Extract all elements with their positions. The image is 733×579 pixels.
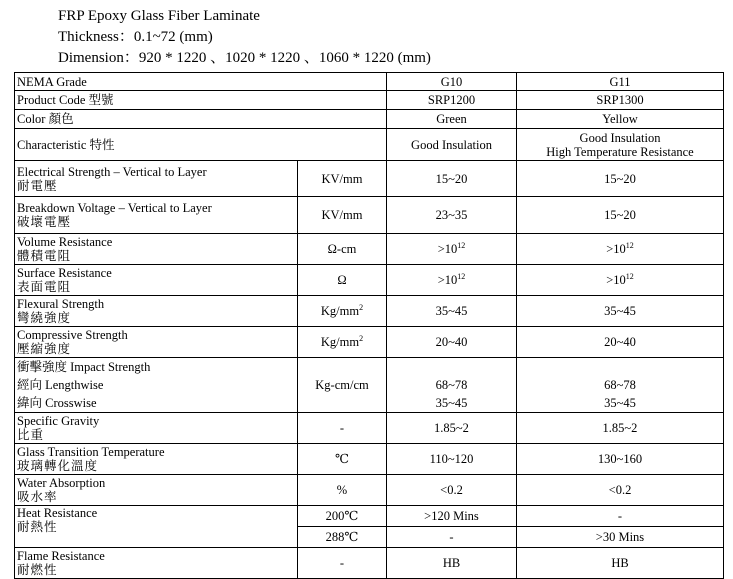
table-row xyxy=(15,234,724,265)
value-g11 xyxy=(517,358,724,413)
property-label xyxy=(15,475,298,506)
property-zh: 彎繞強度 xyxy=(17,311,72,325)
grade-label: NEMA Grade xyxy=(15,73,387,91)
property-en: Glass Transition Temperature xyxy=(17,445,165,459)
table-row xyxy=(15,197,724,234)
property-label xyxy=(15,327,298,358)
value-g11: $>10^{12}$ xyxy=(517,234,724,265)
value-g11: <0.2 xyxy=(517,475,724,506)
spec-table xyxy=(14,72,724,579)
unit-cell: $Kg/mm^2$ xyxy=(298,327,387,358)
property-label xyxy=(15,444,298,475)
table-row xyxy=(15,296,724,327)
code-g10: SRP1200 xyxy=(387,91,517,110)
property-label xyxy=(15,234,298,265)
table-row xyxy=(15,475,724,506)
property-zh: 比重 xyxy=(17,428,45,442)
value-g10 xyxy=(387,358,517,413)
property-zh: 吸水率 xyxy=(17,490,58,504)
value-g10: $>10^{12}$ xyxy=(387,234,517,265)
unit-cell: 200℃ xyxy=(298,506,387,527)
property-zh: 耐熱性 xyxy=(17,520,58,534)
table-row xyxy=(15,548,724,579)
dimension-spec: Dimension：920 * 1220 、1020 * 1220 、1060 * 1220 (mm) xyxy=(58,50,431,66)
table-row xyxy=(15,91,724,110)
value-g11: 130~160 xyxy=(517,444,724,475)
value-g10: <0.2 xyxy=(387,475,517,506)
table-row xyxy=(15,110,724,129)
thickness-spec: Thickness：0.1~72 (mm) xyxy=(58,29,213,45)
property-zh: 耐燃性 xyxy=(17,563,58,577)
characteristic-g11-line2: High Temperature Resistance xyxy=(546,144,694,159)
unit-cell: % xyxy=(298,475,387,506)
property-label xyxy=(15,265,298,296)
property-zh: 破壞電壓 xyxy=(17,215,72,229)
unit-cell: Kg-cm/cm xyxy=(298,358,387,413)
value-g11: $>10^{12}$ xyxy=(517,265,724,296)
value-g11: HB xyxy=(517,548,724,579)
property-en: Compressive Strength xyxy=(17,328,128,342)
property-label xyxy=(15,506,298,548)
code-g11: SRP1300 xyxy=(517,91,724,110)
property-label xyxy=(15,161,298,197)
characteristic-label: Characteristic 特性 xyxy=(15,129,387,161)
value-g10: 15~20 xyxy=(387,161,517,197)
unit-cell: Ω-cm xyxy=(298,234,387,265)
value-length: 68~78 xyxy=(604,378,636,392)
property-en: Surface Resistance xyxy=(17,266,112,280)
property-zh: 耐電壓 xyxy=(17,178,58,193)
property-en: 經向 Lengthwise xyxy=(17,378,104,392)
color-label: Color 顏色 xyxy=(15,110,387,129)
property-zh: 體積電阻 xyxy=(17,249,72,263)
characteristic-g11-line1: Good Insulation xyxy=(579,130,661,145)
value-g10: $>10^{12}$ xyxy=(387,265,517,296)
value-g11: 15~20 xyxy=(517,197,724,234)
property-label xyxy=(15,548,298,579)
property-en: Breakdown Voltage – Vertical to Layer xyxy=(17,201,212,215)
property-en: Specific Gravity xyxy=(17,414,100,428)
property-label xyxy=(15,197,298,234)
table-row xyxy=(15,444,724,475)
value-g11: - xyxy=(517,506,724,527)
table-row xyxy=(15,327,724,358)
property-en: Water Absorption xyxy=(17,476,106,490)
value-g11: >30 Mins xyxy=(517,527,724,548)
document-title: FRP Epoxy Glass Fiber Laminate xyxy=(58,8,260,24)
value-g11: 20~40 xyxy=(517,327,724,358)
color-g10: Green xyxy=(387,110,517,129)
value-g10: - xyxy=(387,527,517,548)
property-en: Heat Resistance xyxy=(17,506,98,520)
table-row xyxy=(15,129,724,161)
property-en: Flame Resistance xyxy=(17,549,105,563)
value-g10: HB xyxy=(387,548,517,579)
property-label xyxy=(15,296,298,327)
table-row xyxy=(15,358,724,413)
unit-cell: Ω xyxy=(298,265,387,296)
value-g10: 20~40 xyxy=(387,327,517,358)
table-row xyxy=(15,413,724,444)
property-en: 緯向 Crosswise xyxy=(17,396,97,410)
property-en: Electrical Strength – Vertical to Layer xyxy=(17,164,207,179)
value-g11: 35~45 xyxy=(517,296,724,327)
value-g11: 1.85~2 xyxy=(517,413,724,444)
unit-cell: KV/mm xyxy=(298,161,387,197)
value-g10: 1.85~2 xyxy=(387,413,517,444)
color-g11: Yellow xyxy=(517,110,724,129)
table-row xyxy=(15,73,724,91)
property-zh: 表面電阻 xyxy=(17,280,72,294)
table-row xyxy=(15,265,724,296)
unit-cell: - xyxy=(298,548,387,579)
value-g10: >120 Mins xyxy=(387,506,517,527)
property-zh: 壓縮強度 xyxy=(17,342,72,356)
property-en: 衝擊強度 Impact Strength xyxy=(17,360,151,374)
value-g11: 15~20 xyxy=(517,161,724,197)
unit-cell: - xyxy=(298,413,387,444)
value-cross: 35~45 xyxy=(604,396,636,410)
property-en: Flexural Strength xyxy=(17,297,105,311)
grade-g11: G11 xyxy=(517,73,724,91)
property-label xyxy=(15,413,298,444)
unit-cell: ℃ xyxy=(298,444,387,475)
value-length: 68~78 xyxy=(435,378,468,392)
unit-cell: KV/mm xyxy=(298,197,387,234)
value-g10: 110~120 xyxy=(387,444,517,475)
value-cross: 35~45 xyxy=(435,396,468,410)
code-label: Product Code 型號 xyxy=(15,91,387,110)
table-row xyxy=(15,161,724,197)
unit-cell: 288℃ xyxy=(298,527,387,548)
grade-g10: G10 xyxy=(387,73,517,91)
value-g10: 35~45 xyxy=(387,296,517,327)
property-en: Volume Resistance xyxy=(17,235,113,249)
unit-cell: $Kg/mm^2$ xyxy=(298,296,387,327)
property-zh: 玻璃轉化溫度 xyxy=(17,459,99,473)
property-label xyxy=(15,358,298,413)
table-row xyxy=(15,506,724,527)
value-g10: 23~35 xyxy=(387,197,517,234)
characteristic-g10: Good Insulation xyxy=(387,129,517,161)
characteristic-g11 xyxy=(517,129,724,161)
